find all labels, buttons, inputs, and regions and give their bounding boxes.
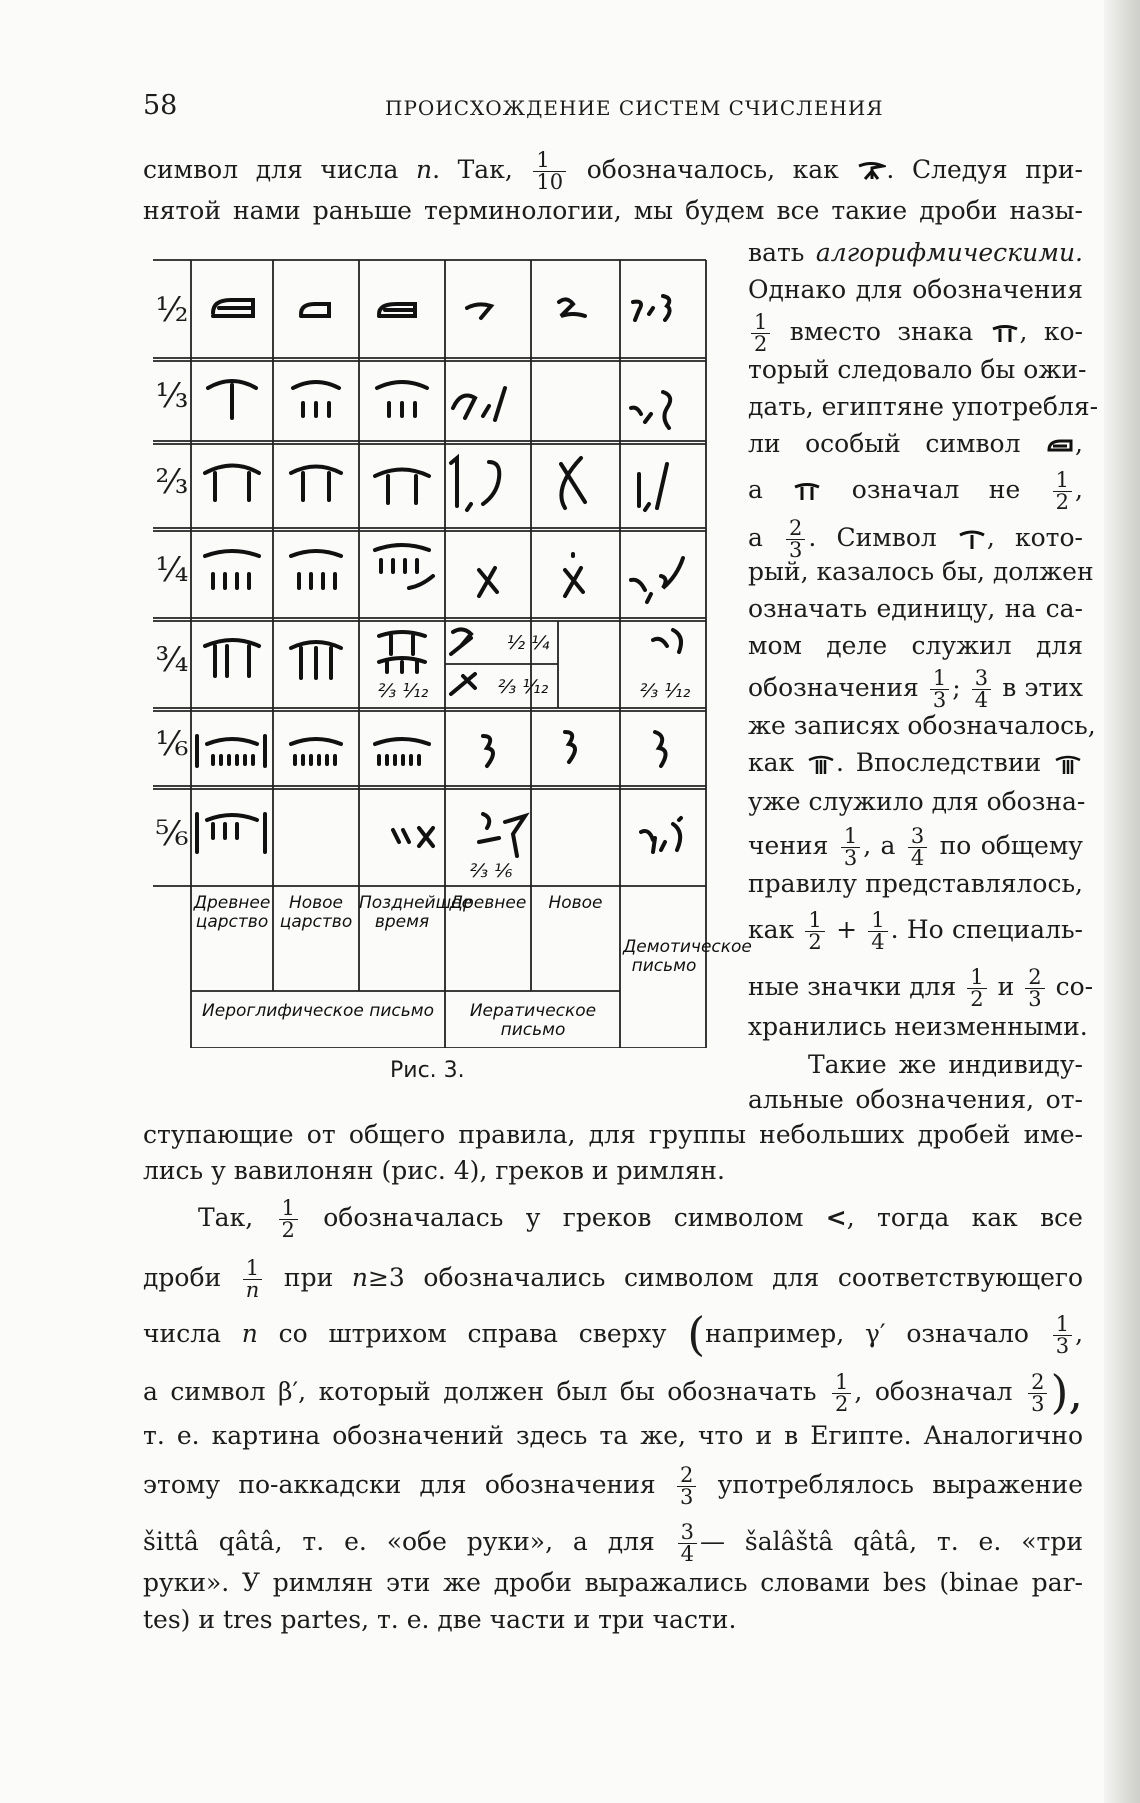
text-line: дроби $\frac{1}{n}$ при n≥3 обозначались символом для соответствующего [143,1256,1084,1302]
text-line: альные обозначения, от- [748,1085,1083,1114]
text-line: tes) и tres partes, т. е. две части и три части. [143,1605,737,1634]
fraction-three-quarters: $\frac{3}{4}$ [908,826,927,869]
hieroglyph-two-thirds-icon [792,482,822,502]
text-line: как . Впоследствии [748,748,1083,778]
text-line: правилу представлялось, [748,869,1083,898]
text-line: дать, египтяне употребля- [748,392,1099,421]
cell-note: ⅔ ¹⁄₁₂ [639,680,691,702]
period-label-late-period: Позднейшее время [359,893,473,932]
text-line: же записях обозначалось, [748,711,1096,740]
text-line: а означал не $\frac{1}{2}$ , [748,468,1083,514]
fraction-one-half: $\frac{1}{2}$ [279,1198,298,1241]
text-line: мом деле служил для [748,631,1083,660]
fraction-one-half: $\frac{1}{2}$ [805,910,824,953]
row-label-three-quarters: ¾ [155,640,189,680]
text-line: ные значки для $\frac{1}{2}$ и $\frac{2}{3}$ со- [748,965,1094,1011]
text-line: символ для числа n. Так, $\frac{1}{10}$ обозначалось, как . Следуя при- [143,148,1083,194]
fraction-two-thirds: $\frac{2}{3}$ [786,518,805,561]
text-line: т. е. картина обозначений здесь та же, что и в Египте. Аналогично [143,1421,1083,1450]
row-label-two-thirds: ⅔ [155,462,189,502]
row-label-one-quarter: ¼ [155,550,189,590]
fraction-one-over-n: $\frac{1}{n}$ [243,1258,263,1301]
text-line: обозначения $\frac{1}{3}$ ; $\frac{3}{4}$ в этих [748,666,1084,712]
fraction-one-tenth: $\frac{1}{10}$ [533,150,566,193]
hieroglyph-two-thirds-icon [990,324,1020,344]
fraction-one-half: $\frac{1}{2}$ [967,967,986,1010]
fraction-one-half: $\frac{1}{2}$ [832,1372,851,1415]
row-label-one-half: ½ [155,290,189,330]
hieroglyph-one-half-icon [1045,436,1075,456]
text-line: торый следовало бы ожи- [748,355,1087,384]
fraction-one-third: $\frac{1}{3}$ [930,668,949,711]
cell-note: ⅔ ⅙ [469,860,513,882]
figure-caption: Рис. 3. [390,1058,465,1083]
hieroglyph-three-quarters-icon [806,754,836,776]
period-label-hieratic-new: Новое [548,893,603,913]
text-line: нятой нами раньше терминологии, мы будем все такие дроби назы- [143,196,1083,225]
hieroglyph-three-quarters-icon [1053,754,1083,776]
running-title: ПРОИСХОЖДЕНИЕ СИСТЕМ СЧИСЛЕНИЯ [385,96,884,120]
fraction-two-thirds: $\frac{2}{3}$ [1025,967,1044,1010]
text-line: а $\frac{2}{3}$ . Символ , кото- [748,516,1083,562]
period-label-new-kingdom: Новое царство [279,893,353,932]
hieroglyph-one-tenth-icon [856,161,886,183]
text-line: числа n со штрихом справа сверху (например, γ′ означало $\frac{1}{3}$ , [143,1307,1084,1361]
figure-egyptian-fractions-table [153,258,752,1048]
period-label-hieratic-old: Древнее [449,893,527,913]
text-line: а символ β′, который должен был бы обозначать $\frac{1}{2}$ , обозначал $\frac{2}{3}$ ), [143,1365,1084,1419]
text-line: чения $\frac{1}{3}$ , а $\frac{3}{4}$ по общему [748,824,1083,870]
text-line: $\frac{1}{2}$ вместо знака , ко- [748,312,1083,355]
fraction-three-quarters: $\frac{3}{4}$ [972,668,991,711]
page-number: 58 [143,90,178,121]
text-line: этому по-аккадски для обозначения $\frac{2}{3}$ употреблялось выражение [143,1463,1083,1509]
script-label-hieratic: Иератическое письмо [469,1001,597,1040]
cell-note: ⅔ ¹⁄₁₂ [377,680,429,702]
page-edge-shadow [1104,0,1140,1803]
fraction-one-third: $\frac{1}{3}$ [1053,1314,1072,1357]
text-line: ступающие от общего правила, для группы небольших дробей име- [143,1120,1083,1149]
hieroglyph-unit-icon [957,529,987,551]
text-line: вать алгорифмическими. [748,238,1083,267]
fraction-one-third: $\frac{1}{3}$ [841,826,860,869]
fraction-two-thirds: $\frac{2}{3}$ [677,1465,696,1508]
text-line: как $\frac{1}{2}$ + $\frac{1}{4}$ . Но специаль- [748,908,1084,954]
row-label-one-sixth: ⅙ [155,724,189,764]
text-line: хранились неизменными. [748,1012,1088,1041]
text-line: Так, $\frac{1}{2}$ обозначалась у греков символом <, тогда как все [198,1196,1083,1242]
fraction-one-half: $\frac{1}{2}$ [751,312,770,355]
fraction-one-half: $\frac{1}{2}$ [1053,470,1072,513]
text-line: Такие же индивиду- [808,1050,1083,1079]
text-line: рый, казалось бы, должен [748,557,1094,586]
cell-note: ⅔ ¹⁄₁₂ [497,676,549,698]
text-line: уже служило для обозна- [748,787,1086,816]
row-label-five-sixths: ⁵⁄₆ [155,814,189,854]
text-line: означать единицу, на са- [748,594,1083,623]
text-line: Однако для обозначения [748,275,1083,304]
text-line: ли особый символ , [748,429,1083,458]
text-line: лись у вавилонян (рис. 4), греков и римлян. [143,1156,725,1185]
period-label-old-kingdom: Древнее царство [193,893,271,932]
fraction-one-quarter: $\frac{1}{4}$ [868,910,887,953]
text-line: šittâ qâtâ, т. е. «обе руки», а для $\frac{3}{4}$ — šalâštâ qâtâ, т. е. «три [143,1520,1083,1566]
fraction-two-thirds: $\frac{2}{3}$ [1028,1372,1047,1415]
fraction-three-quarters: $\frac{3}{4}$ [678,1522,697,1565]
period-label-demotic: Демотическое письмо [623,937,752,976]
text-line: руки». У римлян эти же дроби выражались словами bes (binae par- [143,1568,1083,1597]
script-label-hieroglyphic: Иероглифическое письмо [202,1001,434,1021]
row-label-one-third: ⅓ [155,376,189,416]
cell-note: ½ ¼ [506,632,550,654]
